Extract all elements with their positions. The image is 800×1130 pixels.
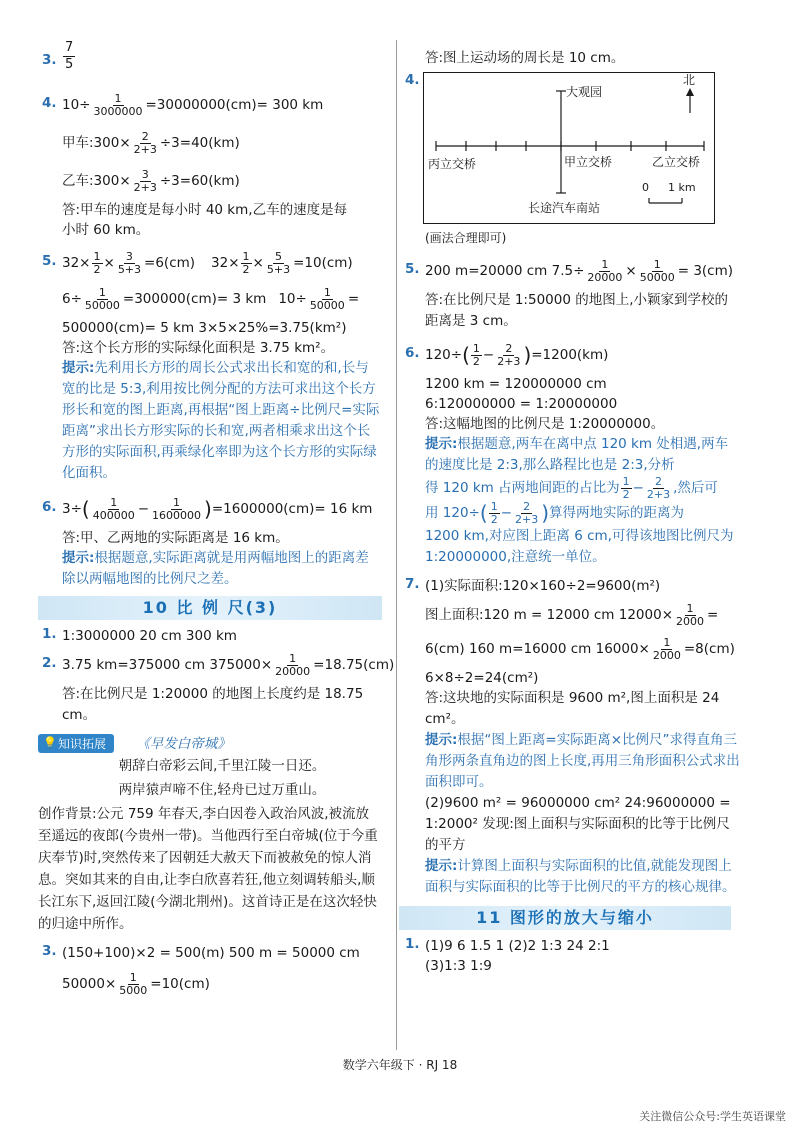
s10-q2: 2. 3.75 km=375000 cm 375000× $\frac{1}{20000}$ =18.75(cm) 答:在比例尺是 1:20000 的地图上长度约是 18.75 cm。 — [62, 650, 382, 726]
q3-number: 3. — [42, 52, 57, 68]
q4-jia: 甲车:300× $\frac{2}{2+3}$ ÷3=40(km) — [62, 129, 240, 156]
map-station: 长途汽车南站 — [528, 201, 601, 215]
poem-title: 《早发白帝城》 — [136, 736, 231, 752]
right-top-answer: 答:图上运动场的周长是 10 cm。 — [425, 50, 625, 66]
r6-tip: 提示:根据题意,两车在离中点 120 km 处相遇,两车的速度比是 2:3,那么路程比也是 2:3,分析 — [425, 436, 729, 473]
q6-number: 6. — [42, 499, 57, 515]
q4-answer-2: 小时 60 km。 — [62, 222, 150, 238]
q6-line1: 3÷ ( $\frac{1}{400000}$ − $\frac{1}{1600000}$ ) =1600000(cm)= 16 km — [62, 495, 373, 522]
left-q3 — [42, 40, 382, 84]
q4-yi: 乙车:300× $\frac{3}{2+3}$ ÷3=60(km) — [62, 167, 240, 194]
q5-tip: 提示:先利用长方形的周长公式求出长和宽的和,长与宽的比是 5:3,利用按比例分配的方法可求出这个长方形长和宽的图上距离,再根据“图上距离÷比例尺=实际距离”求出长方形实际的长和宽,两者相乘求出这个长方形的实际面积,再乘绿化率即为这个长方形的实际绿化面积。 — [62, 360, 380, 481]
q5-answer: 答:这个长方形的实际绿化面积是 3.75 km²。 — [62, 340, 335, 356]
s10-q2-answer: 答:在比例尺是 1:20000 的地图上长度约是 18.75 cm。 — [62, 686, 364, 723]
q6-answer: 答:甲、乙两地的实际距离是 16 km。 — [62, 530, 289, 546]
left-column — [38, 40, 395, 999]
map-daguanyuan: 大观园 — [566, 85, 603, 99]
r5-answer: 答:在比例尺是 1:50000 的地图上,小颖家到学校的距离是 3 cm。 — [425, 292, 729, 329]
q5-line2: 6÷ $\frac{1}{50000}$ =300000(cm)= 3 km 10÷ $\frac{1}{50000}$ = — [62, 285, 360, 312]
map-north: 北 — [683, 73, 696, 87]
map-jiali: 甲立交桥 — [564, 155, 613, 169]
left-q5 — [42, 248, 382, 484]
s11-q1: 1. (1)9 6 1.5 1 (2)2 1:3 24 2:1 (3)1:3 1:9 — [405, 936, 610, 974]
poem-line-1: 朝辞白帝彩云间,千里江陵一日还。 — [118, 758, 326, 774]
page-footer: 数学六年级下 · RJ 18 — [342, 1058, 458, 1072]
section-10-title: 10 比 例 尺(3) — [38, 596, 382, 620]
q4-answer-1: 答:甲车的速度是每小时 40 km,乙车的速度是每 — [62, 202, 348, 218]
q6-tip: 提示:根据题意,实际距离就是用两幅地图上的距离差除以两幅地图的比例尺之差。 — [62, 550, 369, 587]
left-q4 — [42, 90, 382, 240]
right-q7: 7. (1)实际面积:120×160÷2=9600(m²) 图上面积:120 m = 12000 cm 12000× $\frac{1}{2000}$ = 6(cm) 160 m=16000 cm 16000× $\frac{1}{2000}$ =8(cm) 6×8÷2=24(cm²) 答:这块地的实际面积是 9600 m²,图上面积是 24 cm²。 提示:根据“图上距离=实际距离×比例尺”求得直角三角形两条直角边的图上长度,再用三角形面积公式求出面积即可。 (2)9600 m² = 96000000 cm² 24:96000000 = 1:2000² 发现:图上面积与实际面积的比等于比例尺的平方 提示:计算图上面积与实际面积的比值,就能发现图上面积与实际面积的比等于比例尺的平方的核心规律。 — [405, 576, 740, 895]
q4-line1: 10÷ $\frac{1}{3000000}$ =30000000(cm)= 300 km — [62, 91, 324, 118]
q5-line1: 32× $\frac{1}{2}$ × $\frac{3}{5+3}$ =6(cm) 32× $\frac{1}{2}$ × $\frac{5}{5+3}$ =10(cm) — [62, 249, 353, 276]
knowledge-extension — [38, 732, 382, 935]
q3-fraction: $\frac{7}{5}$ — [65, 40, 74, 72]
watermark: 关注微信公众号:学生英语课堂 — [639, 1110, 786, 1123]
section-11-title: 11 图形的放大与缩小 — [399, 906, 731, 930]
right-q6: 6. 120÷ ( $\frac{1}{2}$ − $\frac{2}{2+3}$ ) =1200(km) 1200 km = 120000000 cm 6:120000000 = 1:20000000 答:这幅地图的比例尺是 1:20000000。 提示:根据题意,两车在离中点 120 km 处相遇,两车的速度比是 2:3,那么路程比也是 2:3,分析 得 120 km 占两地间距的占比为 $\frac{1}{2}$ − $\frac{2}{2+3}$ ,然后可 用 120÷ ( $\frac{1}{2}$ − $\frac{2}{2+3}$ ) 算得两地实际的距离为 1200 km,对应图上距离 6 cm,可得该地图比例尺为 1:20000000,注意统一单位。 — [425, 340, 740, 568]
poem-background: 创作背景:公元 759 年春天,李白因卷入政治风波,被流放至遥远的夜郎(今贵州一带)。当他西行至白帝城(位于今重庆奉节)时,突然传来了因朝廷大赦天下而被赦免的惊人消息。突如其来的自由,让李白欣喜若狂,他立刻调转船头,顺长江东下,返回江陵(今湖北荆州)。这首诗正是在这次轻快的归途中所作。 — [38, 806, 378, 932]
map-scale-0: 0 — [642, 181, 649, 194]
q5-number: 5. — [42, 253, 57, 269]
q4-number: 4. — [42, 95, 57, 111]
r4-note: (画法合理即可) — [425, 231, 507, 245]
map-scale-1: 1 km — [668, 181, 696, 194]
right-q5: 5. 200 m=20000 cm 7.5÷ $\frac{1}{20000}$ × $\frac{1}{50000}$ = 3(cm) 答:在比例尺是 1:50000 的地图上,小颖家到学校的距离是 3 cm。 — [425, 256, 740, 332]
s10-q1: 1. 1:3000000 20 cm 300 km — [42, 626, 237, 644]
map-figure — [423, 72, 715, 224]
lightbulb-icon: 💡 — [43, 736, 57, 749]
right-column — [405, 48, 740, 976]
right-q4: 4. 大观园 北 丙立交桥 甲立交桥 乙立交桥 长途汽车南站 0 1 km (画法合理即可) — [405, 72, 740, 248]
q5-line3: 500000(cm)= 5 km 3×5×25%=3.75(km²) — [62, 320, 347, 336]
column-divider — [396, 40, 397, 1050]
knowledge-badge: 💡 知识拓展 — [38, 734, 114, 753]
left-q6 — [42, 494, 382, 590]
poem-line-2: 两岸猿声啼不住,轻舟已过万重山。 — [118, 782, 326, 798]
map-yili: 乙立交桥 — [652, 155, 701, 169]
s10-q3: 3. (150+100)×2 = 500(m) 500 m = 50000 cm 50000× $\frac{1}{5000}$ =10(cm) — [42, 943, 360, 997]
map-bingli: 丙立交桥 — [428, 157, 477, 171]
